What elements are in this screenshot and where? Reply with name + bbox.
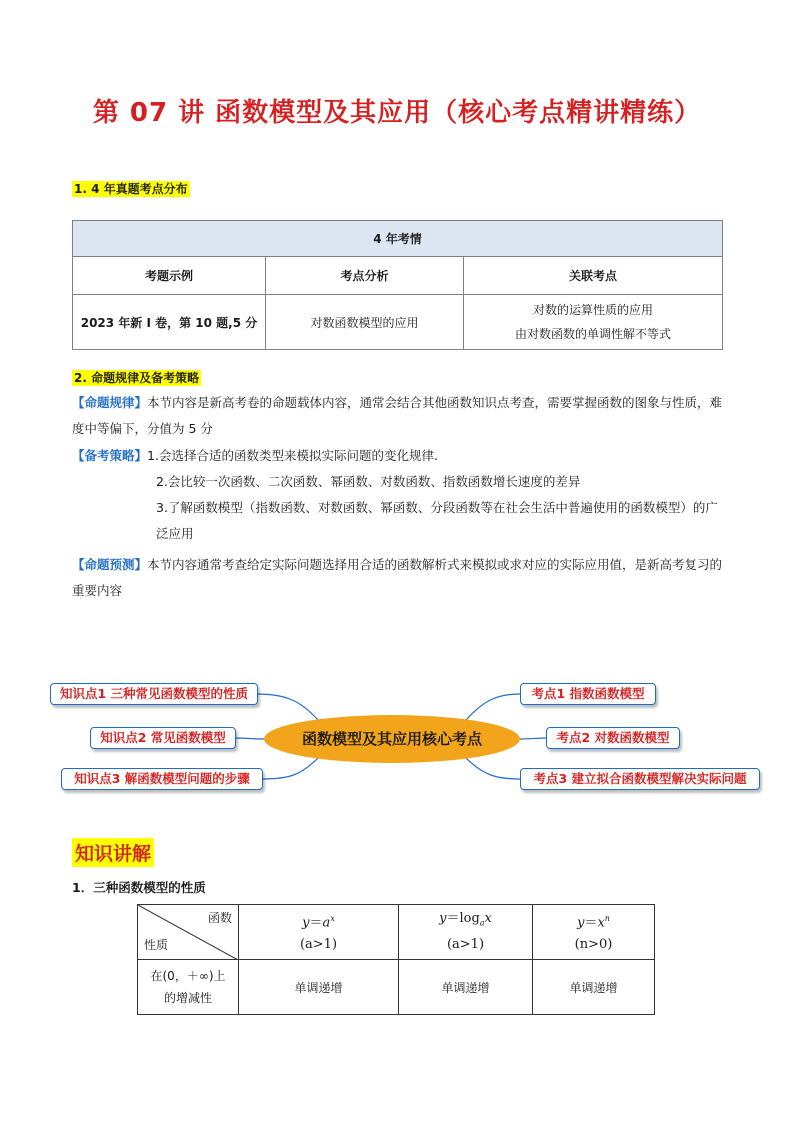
- related-item: 对数的运算性质的应用: [532, 303, 653, 317]
- section-2-heading: 2. 命题规律及备考策略: [74, 371, 200, 385]
- cell-value: 单调递增: [399, 960, 533, 1015]
- function-properties-table: [137, 904, 655, 1015]
- related-item: 由对数函数的单调性解不等式: [514, 327, 671, 341]
- strategy-item: 1.会选择合适的函数类型来模拟实际问题的变化规律.: [147, 448, 438, 463]
- column-header-analysis: 考点分析: [266, 257, 464, 295]
- mindmap-center-node: 函数模型及其应用核心考点: [264, 715, 520, 763]
- rule-tag: 【命题规律】: [72, 395, 148, 410]
- corner-bottom-label: 性质: [144, 938, 169, 952]
- strategy-item: 2.会比较一次函数、二次函数、幂函数、对数函数、指数函数增长速度的差异: [156, 474, 581, 489]
- cell-value: 单调递增: [533, 960, 655, 1015]
- cell-analysis: 对数函数模型的应用: [266, 295, 464, 350]
- page-title: 第 07 讲 函数模型及其应用（核心考点精讲精练）: [92, 98, 702, 128]
- section-1-heading: 1. 4 年真题考点分布: [74, 182, 188, 196]
- function-header-exponential: $y=a^x$ (a>1): [239, 905, 399, 960]
- column-header-related: 关联考点: [464, 257, 723, 295]
- mindmap-node-point-2: 考点2 对数函数模型: [546, 727, 680, 749]
- forecast-text: 本节内容通常考查给定实际问题选择用合适的函数解析式来模拟或求对应的实际应用值，是新高考复习的重要内容: [72, 557, 723, 598]
- forecast-tag: 【命题预测】: [72, 557, 148, 572]
- table-row: [138, 960, 655, 1015]
- subsection-heading: 1．三种函数模型的性质: [72, 880, 206, 895]
- mindmap-node-knowledge-1: 知识点1 三种常见函数模型的性质: [50, 683, 258, 705]
- corner-top-label: 函数: [207, 911, 232, 925]
- strategy-tag: 【备考策略】: [72, 448, 148, 463]
- connector-left-3: [261, 758, 318, 779]
- connector-right-3: [466, 758, 520, 779]
- rule-text: 本节内容是新高考卷的命题载体内容，通常会结合其他函数知识点考查，需要掌握函数的图象与性质，难度中等偏下，分值为 5 分: [72, 395, 723, 436]
- mindmap-node-knowledge-2: 知识点2 常见函数模型: [90, 727, 236, 749]
- mindmap-node-point-3: 考点3 建立拟合函数模型解决实际问题: [520, 768, 760, 790]
- row-label: 在(0，＋∞)上 的增减性: [138, 960, 239, 1015]
- mindmap-node-point-1: 考点1 指数函数模型: [520, 683, 656, 705]
- table-header: 4 年考情: [73, 221, 723, 257]
- cell-value: 单调递增: [239, 960, 399, 1015]
- condition: (a>1): [446, 937, 485, 953]
- condition: (n>0): [574, 937, 613, 953]
- knowledge-heading: 知识讲解: [72, 838, 154, 867]
- connector-left-1: [256, 694, 318, 720]
- condition: (a>1): [299, 937, 338, 953]
- function-header-logarithmic: $y=\log_ax$ (a>1): [399, 905, 533, 960]
- mindmap-node-knowledge-3: 知识点3 解函数模型问题的步骤: [61, 768, 263, 790]
- cell-example: 2023 年新 I 卷，第 10 题,5 分: [73, 295, 266, 350]
- connector-right-1: [466, 694, 520, 720]
- column-header-example: 考题示例: [73, 257, 266, 295]
- connector-left-2: [234, 738, 264, 739]
- diagonal-header-cell: [138, 905, 239, 960]
- strategy-item: 3.了解函数模型（指数函数、对数函数、幂函数、分段函数等在社会生活中普遍使用的函数模型）的广泛应用: [156, 500, 718, 541]
- connector-right-2: [520, 738, 546, 739]
- function-header-power: $y=x^n$ (n>0): [533, 905, 655, 960]
